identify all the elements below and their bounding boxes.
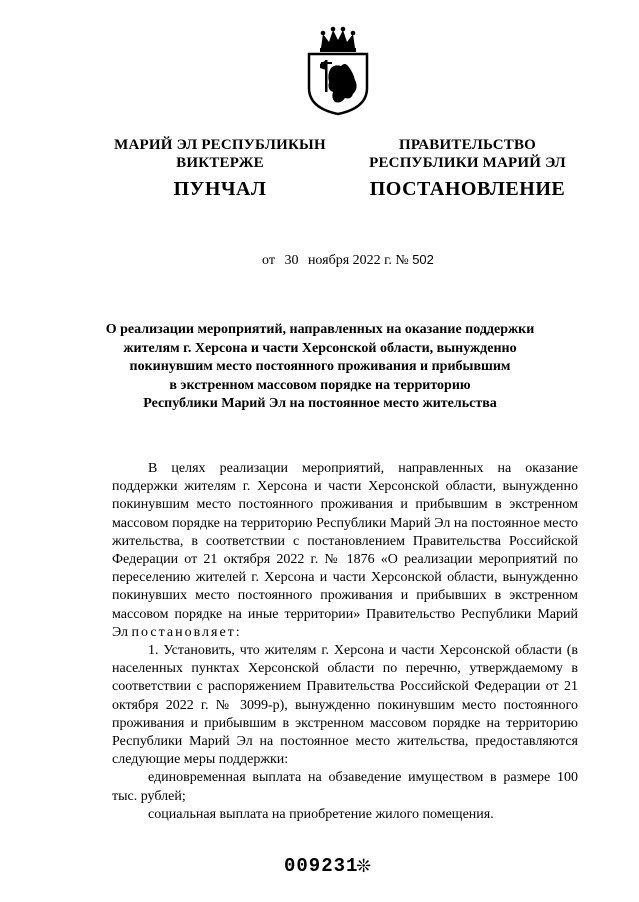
title-line: жителям г. Херсона и части Херсонской области, вынужденно	[123, 340, 517, 356]
title-line: покинувшим место постоянного проживания и прибывшим	[129, 359, 511, 374]
document-number: 502	[412, 252, 434, 267]
header-left	[95, 136, 345, 202]
header-right	[360, 136, 575, 202]
coat-of-arms-icon	[301, 24, 375, 116]
date-month-year: ноября 2022 г. №	[307, 253, 409, 268]
document-title	[100, 321, 540, 414]
body-paragraph-preamble: В целях реализации мероприятий, направленных на оказание поддержки жителям г. Херсона и части Херсонской области, вынужденно покинувшим место постоянного проживания и прибывшим в экстренном массовом порядке на территорию Республики Марий Эл на постоянное место жительства, в соответствии с постановлением Правительства Российской Федерации от 21 октября 2022 г. № 1876 «О реализации мероприятий по переселению жителей г. Херсона и части Херсонской области, вынужденно покинувших место постоянного проживания и прибывших в экстренном массовом порядке на иные территории» Правительство Республики Марий Эл постановляет:	[112, 461, 578, 640]
header-right-title: ПОСТАНОВЛЕНИЕ	[369, 178, 566, 200]
date-prefix: от	[262, 253, 275, 268]
postanovlyaet-word: постановляет:	[131, 624, 242, 640]
title-line: О реализации мероприятий, направленных на оказание поддержки	[105, 322, 535, 337]
title-line: в экстренном массовом порядке на территорию	[169, 377, 471, 393]
date-day: 30	[284, 253, 299, 268]
header-right-line1: ПРАВИТЕЛЬСТВО	[398, 137, 537, 153]
header-left-line1: МАРИЙ ЭЛ РЕСПУБЛИКЫН	[114, 137, 326, 153]
title-line: Республики Марий Эл на постоянное место жительства	[143, 396, 497, 411]
document-body	[112, 460, 578, 824]
body-paragraph-clause-1: 1. Установить, что жителям г. Херсона и части Херсонской области (в населенных пунктах Херсонской области по перечню, утверждаемому в соответствии с распоряжением Правительства Российской Федерации от 21 октября 2022 г. № 3099-р), вынужденно покинувшим место постоянного проживания и прибывшим в экстренном массовом порядке на территорию Республики Марий Эл на постоянное место жительства, предоставляются следующие меры поддержки:	[112, 643, 578, 768]
header-left-line2: ВИКТЕРЖЕ	[176, 155, 264, 171]
serial-number: 009231	[284, 855, 359, 877]
body-paragraph-housing: социальная выплата на приобретение жилого помещения.	[148, 806, 494, 822]
asterisk-mark-icon: ❊	[356, 856, 372, 877]
body-paragraph-lump-sum: единовременная выплата на обзаведение имуществом в размере 100 тыс. рублей;	[112, 770, 578, 804]
header-left-title: ПУНЧАЛ	[173, 178, 267, 200]
header-right-line2: РЕСПУБЛИКИ МАРИЙ ЭЛ	[369, 155, 566, 171]
document-date-line	[262, 252, 434, 269]
